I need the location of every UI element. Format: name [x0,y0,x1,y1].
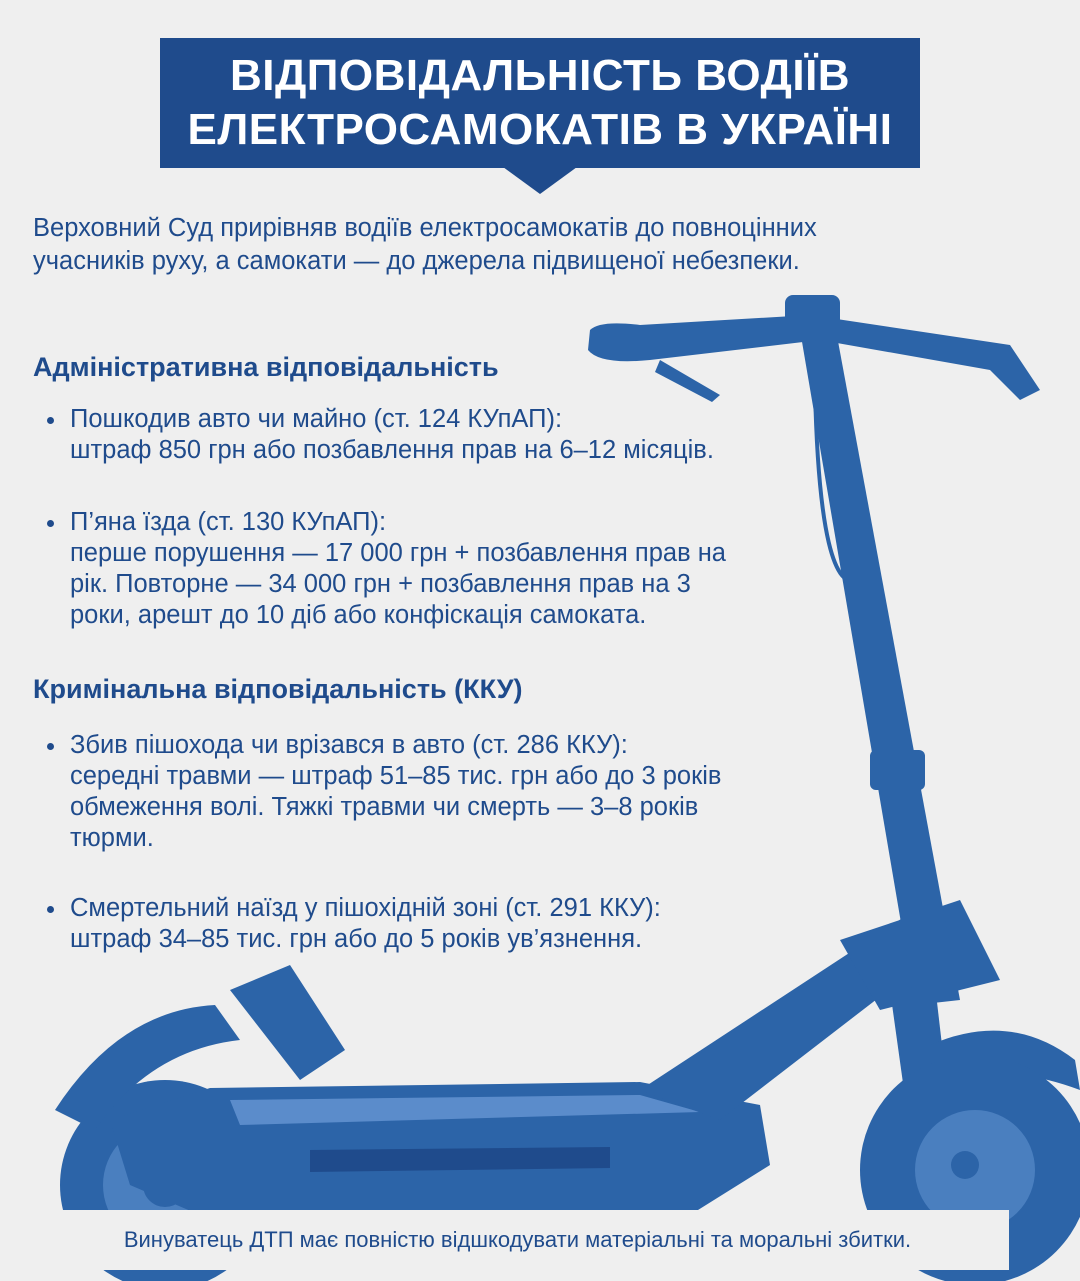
bullet-icon [47,417,54,424]
intro-line: учасників руху, а самокати — до джерела підвищеної небезпеки. [33,247,800,275]
section-heading-criminal: Кримінальна відповідальність (ККУ) [33,674,523,704]
item-line: середні травми — штраф 51–85 тис. грн або до 3 років [70,762,722,790]
list-item [70,893,830,955]
item-line: Збив пішохода чи врізався в авто (ст. 286 ККУ): [70,731,628,759]
bullet-icon [47,906,54,913]
intro-line: Верховний Суд прирівняв водіїв електросамокатів до повноцінних [33,214,817,242]
section-heading-administrative: Адміністративна відповідальність [33,352,499,382]
intro-paragraph [33,212,933,278]
list-item [70,730,830,854]
item-line: штраф 34–85 тис. грн або до 5 років ув’язнення. [70,925,643,953]
item-line: П’яна їзда (ст. 130 КУпАП): [70,508,387,536]
list-item [70,404,830,466]
list-item [70,507,830,631]
bullet-icon [47,520,54,527]
item-line: перше порушення — 17 000 грн + позбавлення прав на [70,539,726,567]
item-line: обмеження волі. Тяжкі травми чи смерть — 3–8 років [70,793,699,821]
item-line: роки, арешт до 10 діб або конфіскація самоката. [70,601,647,629]
item-line: Пошкодив авто чи майно (ст. 124 КУпАП): [70,405,563,433]
bullet-icon [47,743,54,750]
title-line-2: ЕЛЕКТРОСАМОКАТІВ В УКРАЇНІ [187,105,893,154]
item-line: рік. Повторне — 34 000 грн + позбавлення прав на 3 [70,570,691,598]
item-line: штраф 850 грн або позбавлення прав на 6–12 місяців. [70,436,714,464]
item-line: Смертельний наїзд у пішохідній зоні (ст. 291 ККУ): [70,894,661,922]
title-banner [160,38,920,168]
title-line-1: ВІДПОВІДАЛЬНІСТЬ ВОДІЇВ [229,51,851,100]
item-line: тюрми. [70,824,154,852]
footer-note: Винуватець ДТП має повністю відшкодувати матеріальні та моральні збитки. [26,1210,1009,1270]
